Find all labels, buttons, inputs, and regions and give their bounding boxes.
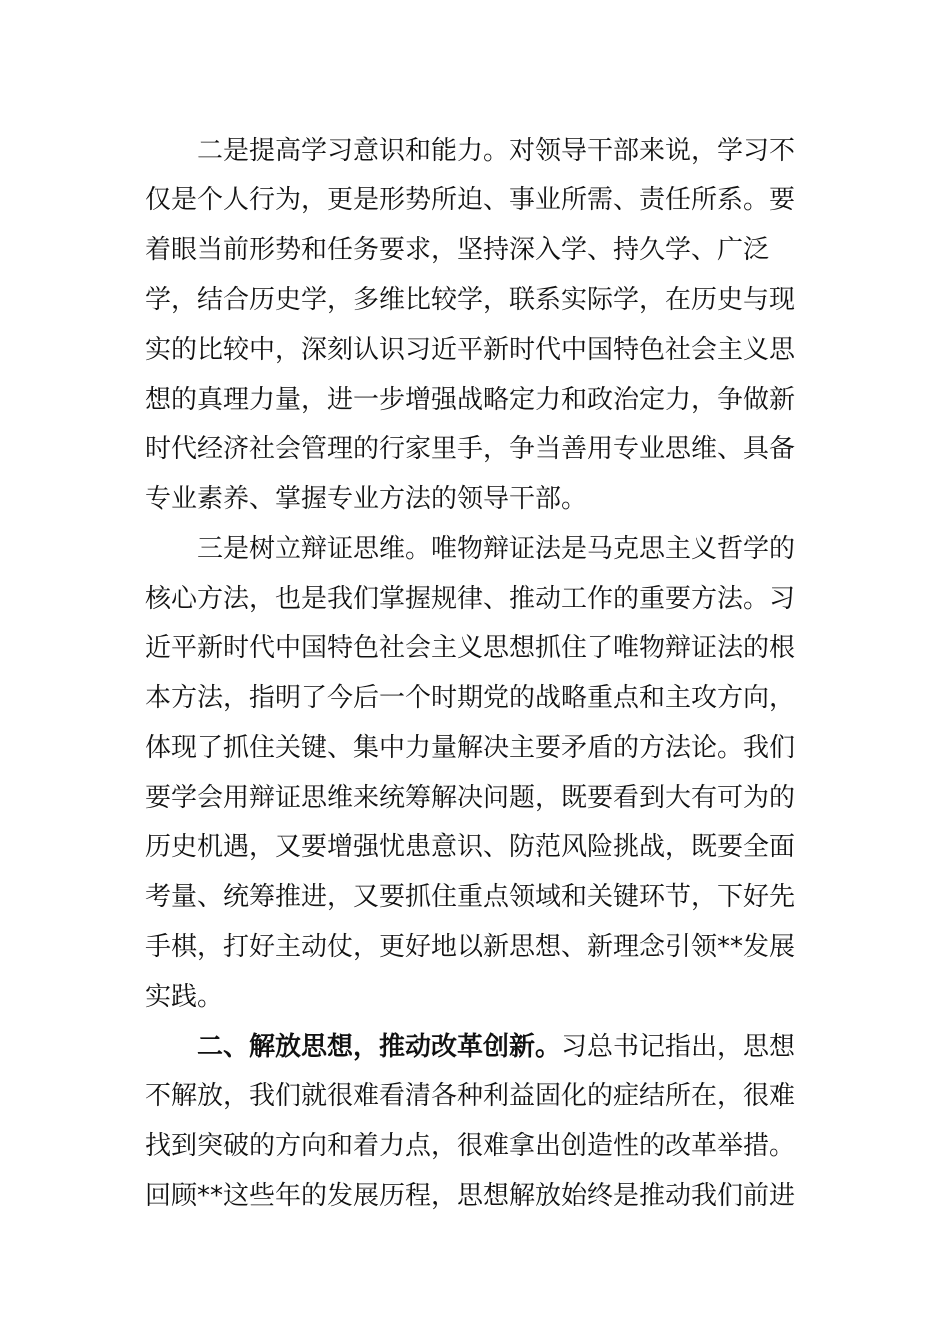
paragraph-line: 时代经济社会管理的行家里手，争当善用专业思维、具备 [145, 434, 796, 464]
paragraph-line: 要学会用辩证思维来统筹解决问题，既要看到大有可为的 [145, 783, 796, 813]
paragraph-line: 近平新时代中国特色社会主义思想抓住了唯物辩证法的根 [145, 633, 796, 663]
paragraph-line: 着眼当前形势和任务要求，坚持深入学、持久学、广泛 [145, 235, 770, 265]
paragraph-line: 实践。 [145, 982, 224, 1012]
section-heading: 二、解放思想，推动改革创新。 [197, 1032, 562, 1062]
paragraph-line: 仅是个人行为，更是形势所迫、事业所需、责任所系。要 [145, 185, 796, 215]
paragraph-line: 想的真理力量，进一步增强战略定力和政治定力，争做新 [145, 385, 796, 415]
paragraph-line: 实的比较中，深刻认识习近平新时代中国特色社会主义思 [145, 335, 796, 365]
section-heading-line [197, 1027, 796, 1067]
paragraph-text: 习总书记指出，思想 [561, 1032, 796, 1062]
paragraph-line: 找到突破的方向和着力点，很难拿出创造性的改革举措。 [145, 1131, 796, 1161]
paragraph-line: 手棋，打好主动仗，更好地以新思想、新理念引领**发展 [145, 932, 796, 962]
paragraph-line: 核心方法，也是我们掌握规律、推动工作的重要方法。习 [145, 584, 796, 614]
paragraph-line: 体现了抓住关键、集中力量解决主要矛盾的方法论。我们 [145, 733, 796, 763]
paragraph-line: 回顾**这些年的发展历程，思想解放始终是推动我们前进 [145, 1181, 796, 1211]
paragraph-line: 三是树立辩证思维。唯物辩证法是马克思主义哲学的 [197, 534, 796, 564]
paragraph-line: 专业素养、掌握专业方法的领导干部。 [145, 484, 588, 514]
paragraph-line: 不解放，我们就很难看清各种利益固化的症结所在，很难 [145, 1081, 796, 1111]
paragraph-line: 历史机遇，又要增强忧患意识、防范风险挑战，既要全面 [145, 832, 796, 862]
paragraph-line: 二是提高学习意识和能力。对领导干部来说，学习不 [197, 136, 796, 166]
paragraph-line: 考量、统筹推进，又要抓住重点领域和关键环节，下好先 [145, 882, 796, 912]
paragraph-line: 学，结合历史学，多维比较学，联系实际学，在历史与现 [145, 285, 796, 315]
paragraph-line: 本方法，指明了今后一个时期党的战略重点和主攻方向， [145, 683, 796, 713]
